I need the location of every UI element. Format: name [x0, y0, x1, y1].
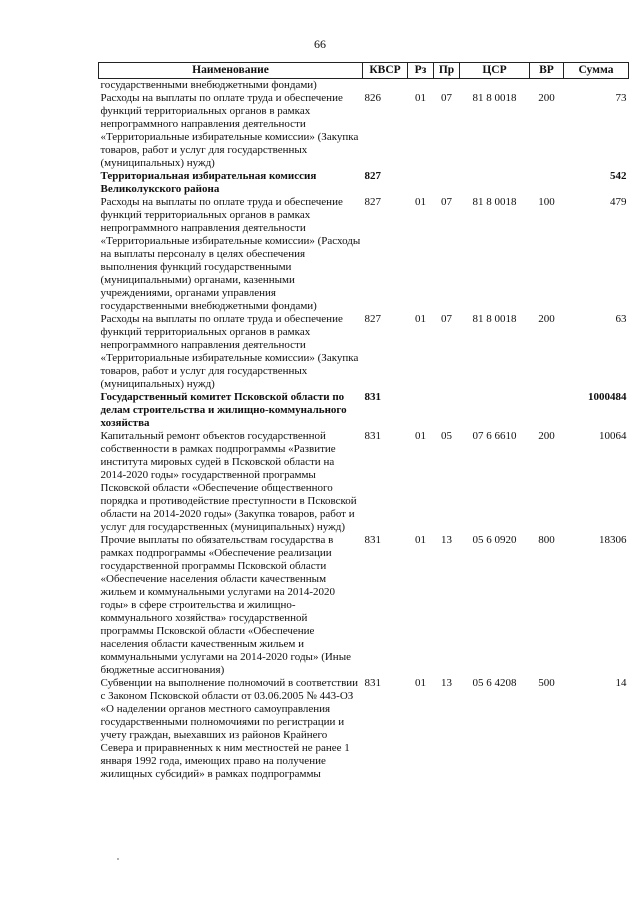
- cell-rz: 01: [415, 430, 426, 442]
- scan-speck: [117, 858, 119, 860]
- header-csr: ЦСР: [460, 63, 530, 79]
- cell-vr: [530, 170, 564, 196]
- cell-csr: 05 6 0920: [472, 534, 517, 546]
- cell-csr: 05 6 4208: [472, 677, 517, 689]
- cell-name: Прочие выплаты по обязательствам государства в рамках подпрограммы «Обеспечение реализации государственной программы Псковской области «Обеспечение населения области качественным жильем и коммунальными услугами на 2014-2020 годы» в сфере строительства и жилищно-коммунального хозяйства» государственной программы Псковской области «Обеспечение населения области качественным жильем и коммунальными услугами на 2014-2020 годы» (Иные бюджетные ассигнования): [100, 534, 351, 676]
- cell-csr: [460, 79, 530, 93]
- cell-sum: 18306: [599, 534, 627, 546]
- cell-pr: [434, 170, 460, 196]
- table-row: [99, 170, 629, 196]
- table-row: [99, 92, 629, 170]
- cell-rz: [408, 391, 434, 430]
- cell-vr: [530, 79, 564, 93]
- cell-pr: 07: [441, 313, 452, 325]
- cell-sum: 10064: [599, 430, 627, 442]
- cell-name: Государственный комитет Псковской области по делам строительства и жилищно-коммунального хозяйства: [100, 391, 347, 429]
- cell-name: Расходы на выплаты по оплате труда и обеспечение функций территориальных органов в рамках непрограммного направления деятельности «Территориальные избирательные комиссии» (Закупка товаров, работ и услуг для государственных (муниципальных) нужд): [100, 313, 359, 390]
- cell-rz: 01: [415, 677, 426, 689]
- cell-rz: 01: [415, 92, 426, 104]
- cell-vr: 800: [538, 534, 555, 546]
- page-number: 66: [314, 37, 326, 51]
- cell-pr: 13: [441, 534, 452, 546]
- cell-sum: [564, 79, 629, 93]
- cell-kvsr: 827: [364, 313, 381, 325]
- cell-kvsr: 827: [364, 196, 381, 208]
- cell-sum: 479: [610, 196, 627, 208]
- cell-csr: 81 8 0018: [472, 313, 517, 325]
- cell-kvsr: 831: [364, 391, 381, 403]
- cell-rz: 01: [415, 196, 426, 208]
- cell-csr: 81 8 0018: [472, 92, 517, 104]
- cell-pr: 07: [441, 92, 452, 104]
- cell-sum: 1000484: [588, 391, 627, 403]
- cell-vr: 200: [538, 313, 555, 325]
- cell-name: Расходы на выплаты по оплате труда и обеспечение функций территориальных органов в рамках непрограммного направления деятельности «Территориальные избирательные комиссии» (Закупка товаров, работ и услуг для государственных (муниципальных) нужд): [100, 92, 359, 169]
- header-pr: Пр: [434, 63, 460, 79]
- cell-kvsr: 831: [364, 677, 381, 689]
- cell-kvsr: [363, 79, 408, 93]
- cell-kvsr: 827: [364, 170, 381, 182]
- table-row: [99, 313, 629, 391]
- cell-vr: 200: [538, 92, 555, 104]
- table-header: [99, 63, 629, 79]
- cell-pr: [434, 391, 460, 430]
- cell-vr: 100: [538, 196, 555, 208]
- table-row: [99, 677, 629, 781]
- table-row: [99, 79, 629, 93]
- cell-kvsr: 831: [364, 430, 381, 442]
- cell-name: Субвенции на выполнение полномочий в соответствии с Законом Псковской области от 03.06.2005 № 443-ОЗ «О наделении органов местного самоуправления государственными полномочиями по регистрации и учету граждан, выехавших из районов Крайнего Севера и приравненных к ним местностей не ранее 1 января 1992 года, имеющих право на получение жилищных субсидий» в рамках подпрограммы: [100, 677, 359, 780]
- header-name: Наименование: [99, 63, 363, 79]
- cell-vr: 200: [538, 430, 555, 442]
- table-row: [99, 391, 629, 430]
- cell-name: Капитальный ремонт объектов государственной собственности в рамках подпрограммы «Развитие института мировых судей в Псковской области на 2014-2020 годы» государственной программы Псковской области «Обеспечение общественного порядка и противодействие преступности в Псковской области на 2014-2020 годы» (Закупка товаров, работ и услуг для государственных (муниципальных) нужд): [100, 430, 357, 533]
- cell-sum: 63: [615, 313, 627, 325]
- cell-vr: 500: [538, 677, 555, 689]
- cell-csr: 81 8 0018: [472, 196, 517, 208]
- cell-csr: [460, 391, 530, 430]
- table-row: [99, 430, 629, 534]
- cell-vr: [530, 391, 564, 430]
- cell-pr: 13: [441, 677, 452, 689]
- budget-table: [98, 62, 629, 781]
- table-row: [99, 196, 629, 313]
- cell-rz: 01: [415, 313, 426, 325]
- header-kvsr: КВСР: [363, 63, 408, 79]
- cell-kvsr: 826: [364, 92, 381, 104]
- cell-sum: 73: [615, 92, 627, 104]
- cell-name: Расходы на выплаты по оплате труда и обеспечение функций территориальных органов в рамках непрограммного направления деятельности «Территориальные избирательные комиссии» (Расходы на выплаты персоналу в целях обеспечения выполнения функций государственными (муниципальными) органами, казенными учреждениями, органами управления государственными внебюджетными фондами): [100, 196, 361, 312]
- table-row: [99, 534, 629, 677]
- cell-sum: 542: [610, 170, 627, 182]
- cell-pr: 05: [441, 430, 452, 442]
- cell-name: Территориальная избирательная комиссия Великолукского района: [100, 170, 317, 195]
- cell-name: государственными внебюджетными фондами): [100, 79, 317, 91]
- cell-rz: [408, 170, 434, 196]
- cell-csr: [460, 170, 530, 196]
- cell-rz: [408, 79, 434, 93]
- header-sum: Сумма: [564, 63, 629, 79]
- header-rz: Рз: [408, 63, 434, 79]
- cell-csr: 07 6 6610: [472, 430, 517, 442]
- cell-sum: 14: [615, 677, 627, 689]
- cell-rz: 01: [415, 534, 426, 546]
- cell-pr: [434, 79, 460, 93]
- header-vr: ВР: [530, 63, 564, 79]
- cell-kvsr: 831: [364, 534, 381, 546]
- table-body: [99, 79, 629, 782]
- cell-pr: 07: [441, 196, 452, 208]
